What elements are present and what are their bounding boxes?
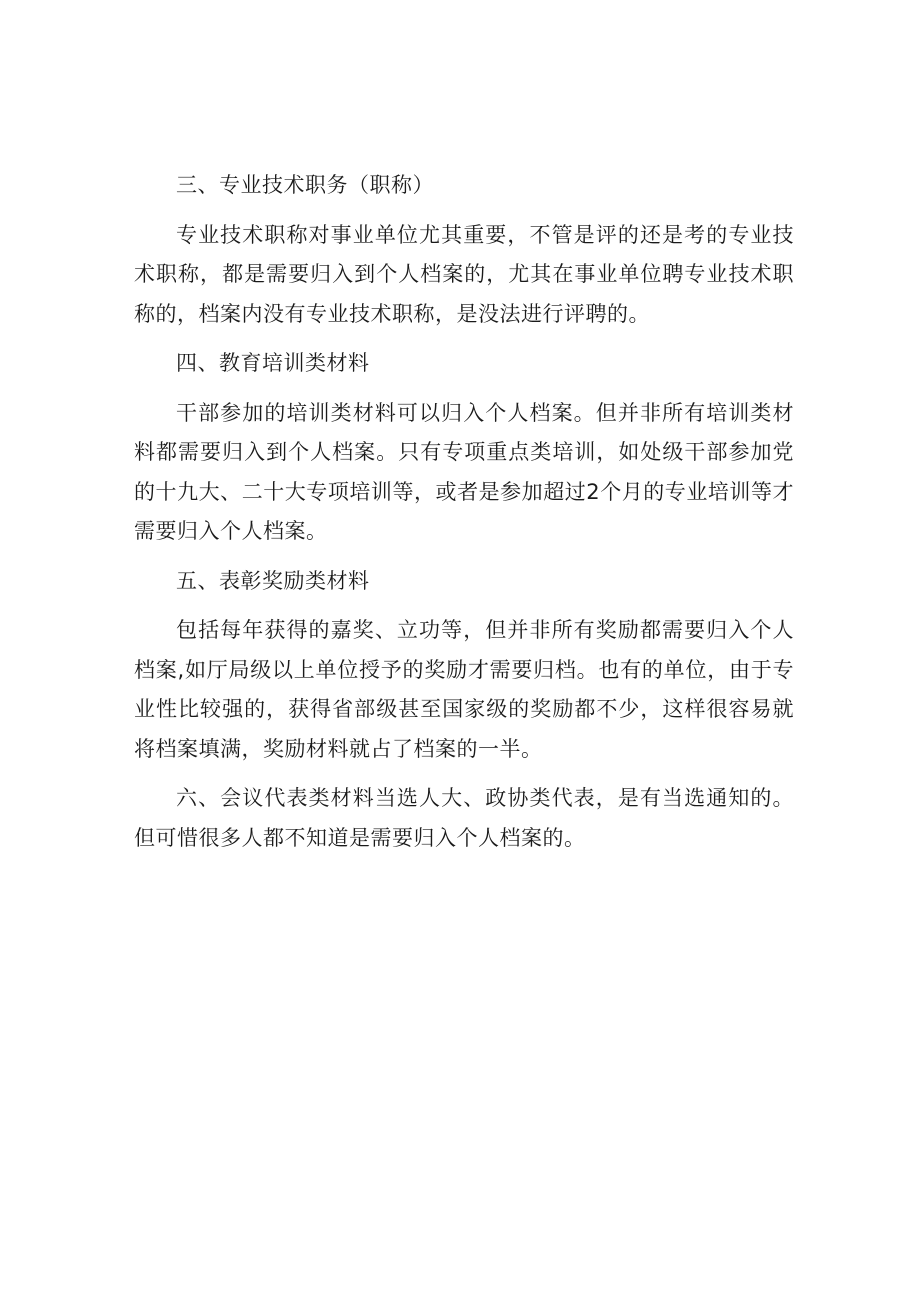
section-paragraph-meeting-representatives: 六、会议代表类材料当选人大、政协类代表，是有当选通知的。但可惜很多人都不知道是需要归入个人档案的。 (134, 786, 794, 850)
section-heading-awards: 五、表彰奖励类材料 (176, 568, 370, 593)
section-heading-professional-title: 三、专业技术职务（职称） (176, 173, 434, 197)
section-paragraph-professional-title: 专业技术职称对事业单位尤其重要，不管是评的还是考的专业技术职称，都是需要归入到个人档案的，尤其在事业单位聘专业技术职称的，档案内没有专业技术职称，是没法进行评聘的。 (134, 222, 794, 326)
section-paragraph-education-training: 干部参加的培训类材料可以归入个人档案。但并非所有培训类材料都需要归入到个人档案。只有专项重点类培训，如处级干部参加党的十九大、二十大专项培训等，或者是参加超过2个月的专业培训等才需要归入个人档案。 (134, 400, 794, 543)
section-heading-education-training: 四、教育培训类材料 (176, 351, 370, 375)
document-body (134, 166, 794, 868)
section-paragraph-awards: 包括每年获得的嘉奖、立功等，但并非所有奖励都需要归入个人档案,如厅局级以上单位授予的奖励才需要归档。也有的单位，由于专业性比较强的，获得省部级甚至国家级的奖励都不少，这样很容易就将档案填满，奖励材料就占了档案的一半。 (134, 618, 794, 761)
